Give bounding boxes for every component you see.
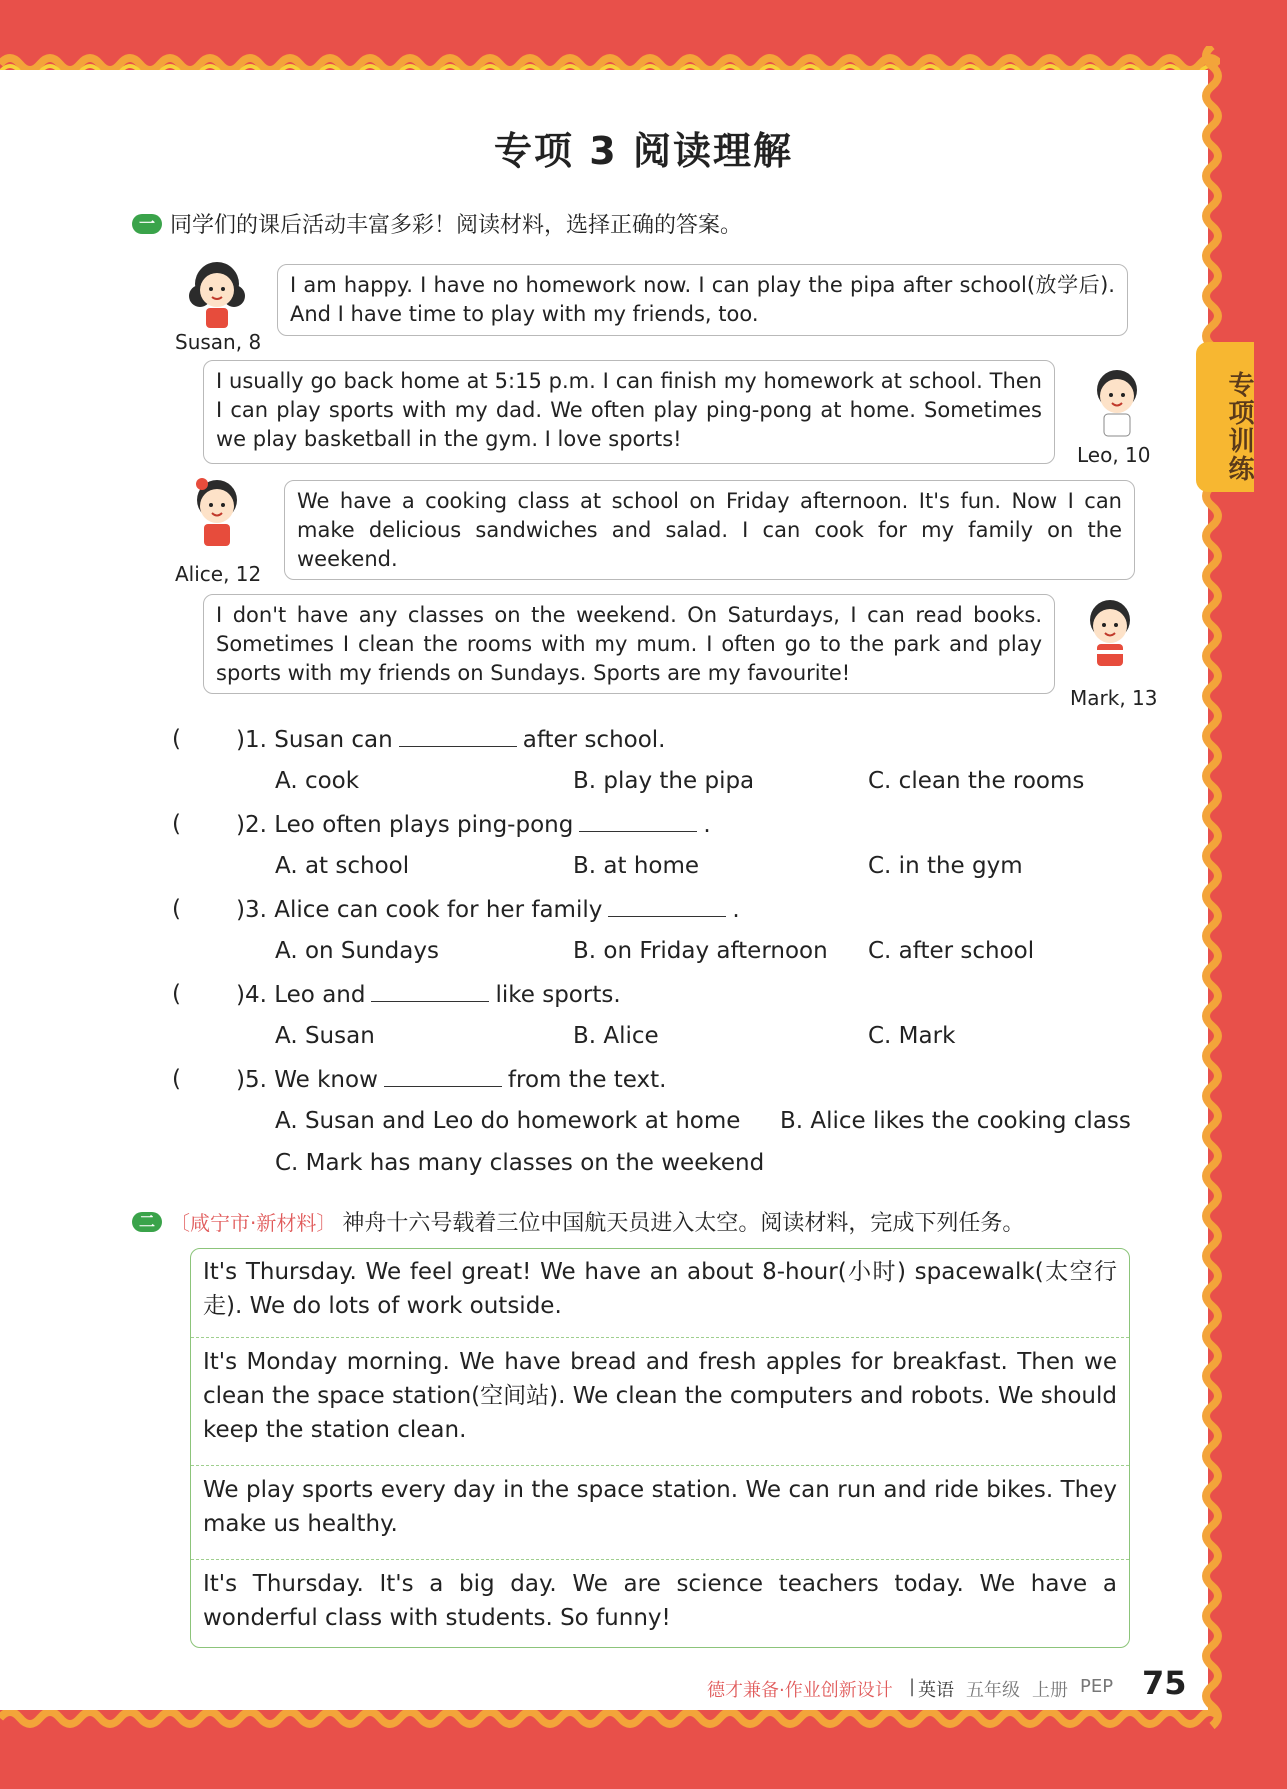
section-2-instruction: 神舟十六号载着三位中国航天员进入太空。阅读材料，完成下列任务。 bbox=[342, 1211, 1025, 1236]
wavy-border-right bbox=[1194, 46, 1230, 1736]
answer-paren-close: ) bbox=[236, 982, 245, 1008]
passage-1: It's Thursday. We feel great! We have an about 8-hour(小时) spacewalk(太空行走). We do lots of work outside. bbox=[203, 1259, 1117, 1319]
question-5-text bbox=[236, 1066, 667, 1093]
mark-label: Mark, 13 bbox=[1070, 686, 1158, 710]
q5-option-a[interactable]: A. Susan and Leo do homework at home bbox=[275, 1108, 741, 1134]
answer-blank[interactable] bbox=[579, 811, 697, 832]
answer-paren-open: ( bbox=[172, 981, 181, 1007]
q4-option-b[interactable]: B. Alice bbox=[573, 1023, 659, 1049]
passage-3: We play sports every day in the space station. We can run and ride bikes. They make us healthy. bbox=[203, 1477, 1117, 1537]
passage-divider bbox=[191, 1337, 1129, 1338]
page-title: 专项 3 阅读理解 bbox=[494, 129, 793, 173]
section-2-number: 二 bbox=[132, 1212, 162, 1232]
passage-4: It's Thursday. It's a big day. We are science teachers today. We have a wonderful class with students. So funny! bbox=[203, 1571, 1117, 1631]
question-number: 5. bbox=[244, 1067, 267, 1093]
footer-brand: 德才兼备·作业创新设计 bbox=[707, 1680, 893, 1701]
q2-option-a[interactable]: A. at school bbox=[275, 853, 410, 879]
question-stem-end: after school. bbox=[522, 727, 666, 753]
question-number: 1. bbox=[244, 727, 267, 753]
answer-paren-close: ) bbox=[236, 897, 245, 923]
question-4-text bbox=[236, 981, 621, 1008]
question-number: 2. bbox=[244, 812, 267, 838]
leo-label: Leo, 10 bbox=[1077, 443, 1151, 467]
answer-paren-open: ( bbox=[172, 726, 181, 752]
section-1-instruction: 同学们的课后活动丰富多彩！阅读材料，选择正确的答案。 bbox=[170, 213, 743, 238]
susan-label: Susan, 8 bbox=[175, 330, 262, 354]
question-3-text bbox=[236, 896, 740, 923]
question-stem: We know bbox=[274, 1067, 378, 1093]
question-stem: Susan can bbox=[274, 727, 393, 753]
answer-paren-close: ) bbox=[236, 812, 245, 838]
passage-divider bbox=[191, 1559, 1129, 1560]
footer-volume: 上册 bbox=[1032, 1680, 1068, 1701]
leo-speech-bubble: I usually go back home at 5:15 p.m. I can finish my homework at school. Then I can play sports with my dad. We often play ping-pong at home. Sometimes we play basketball in the gym. I love sports! bbox=[203, 360, 1055, 464]
q2-option-c[interactable]: C. in the gym bbox=[868, 853, 1023, 879]
section-2-source-tag: 〔咸宁市·新材料〕 bbox=[170, 1211, 337, 1235]
q5-option-c[interactable]: C. Mark has many classes on the weekend bbox=[275, 1150, 765, 1176]
q3-option-a[interactable]: A. on Sundays bbox=[275, 938, 439, 964]
question-stem-end: like sports. bbox=[495, 982, 621, 1008]
alice-speech-bubble: We have a cooking class at school on Friday afternoon. It's fun. Now I can make delicious sandwiches and salad. I can cook for my family on the weekend. bbox=[284, 480, 1135, 580]
answer-blank[interactable] bbox=[608, 896, 726, 917]
question-number: 3. bbox=[244, 897, 267, 923]
leo-avatar bbox=[1082, 360, 1152, 438]
question-stem: Leo and bbox=[274, 982, 366, 1008]
question-stem-end: . bbox=[703, 812, 711, 838]
side-tab-special-training: 专项训练 bbox=[1196, 342, 1254, 492]
question-stem-end: . bbox=[732, 897, 740, 923]
passages-panel bbox=[190, 1248, 1130, 1648]
q3-option-c[interactable]: C. after school bbox=[868, 938, 1035, 964]
answer-paren-close: ) bbox=[236, 1067, 245, 1093]
question-stem: Leo often plays ping-pong bbox=[274, 812, 574, 838]
footer-subject: 英语 bbox=[918, 1680, 954, 1701]
footer-separator: | bbox=[909, 1676, 916, 1697]
question-stem-end: from the text. bbox=[507, 1067, 667, 1093]
q1-option-b[interactable]: B. play the pipa bbox=[573, 768, 755, 794]
alice-label: Alice, 12 bbox=[175, 562, 262, 586]
answer-blank[interactable] bbox=[399, 726, 517, 747]
section-1-number: 一 bbox=[132, 214, 162, 234]
q3-option-b[interactable]: B. on Friday afternoon bbox=[573, 938, 828, 964]
susan-speech-bubble: I am happy. I have no homework now. I can play the pipa after school(放学后). And I have time to play with my friends, too. bbox=[277, 264, 1128, 336]
q1-option-c[interactable]: C. clean the rooms bbox=[868, 768, 1085, 794]
q4-option-c[interactable]: C. Mark bbox=[868, 1023, 956, 1049]
question-stem: Alice can cook for her family bbox=[274, 897, 603, 923]
mark-speech-bubble: I don't have any classes on the weekend. On Saturdays, I can read books. Sometimes I clean the rooms with my mum. I often go to the park and play sports with my friends on Sundays. Sports are my favourite! bbox=[203, 594, 1055, 694]
section-1-heading bbox=[132, 208, 742, 239]
answer-paren-open: ( bbox=[172, 1066, 181, 1092]
alice-avatar bbox=[182, 470, 252, 548]
page-number: 75 bbox=[1142, 1664, 1187, 1702]
answer-blank[interactable] bbox=[384, 1066, 502, 1087]
question-2-text bbox=[236, 811, 711, 838]
answer-paren-open: ( bbox=[172, 896, 181, 922]
footer-grade: 五年级 bbox=[966, 1680, 1020, 1701]
q2-option-b[interactable]: B. at home bbox=[573, 853, 700, 879]
q1-option-a[interactable]: A. cook bbox=[275, 768, 360, 794]
passage-divider bbox=[191, 1465, 1129, 1466]
section-2-heading bbox=[132, 1206, 1024, 1237]
passage-2: It's Monday morning. We have bread and fresh apples for breakfast. Then we clean the space station(空间站). We clean the computers and robots. We should keep the station clean. bbox=[203, 1349, 1117, 1443]
question-1-text bbox=[236, 726, 666, 753]
q4-option-a[interactable]: A. Susan bbox=[275, 1023, 375, 1049]
answer-paren-close: ) bbox=[236, 727, 245, 753]
susan-avatar bbox=[182, 252, 252, 330]
footer-edition: PEP bbox=[1080, 1676, 1114, 1697]
answer-blank[interactable] bbox=[371, 981, 489, 1002]
answer-paren-open: ( bbox=[172, 811, 181, 837]
question-number: 4. bbox=[244, 982, 267, 1008]
mark-avatar bbox=[1075, 590, 1145, 668]
q5-option-b[interactable]: B. Alice likes the cooking class bbox=[780, 1108, 1131, 1134]
